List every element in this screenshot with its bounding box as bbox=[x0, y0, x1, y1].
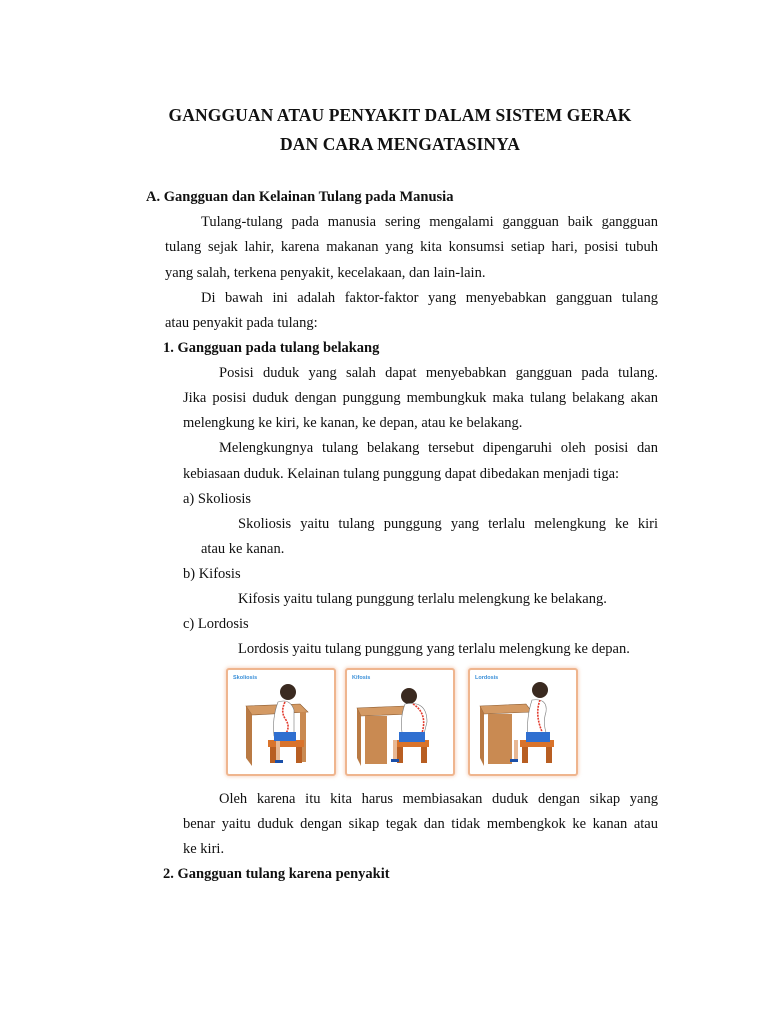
student-head bbox=[532, 682, 548, 698]
item1-para1-line1: Posisi duduk yang salah dapat menyebabkan gangguan pada tulang. bbox=[219, 365, 658, 381]
item1-heading: 1. Gangguan pada tulang belakang bbox=[163, 340, 380, 356]
desk-panel bbox=[488, 714, 512, 764]
stool-top bbox=[268, 740, 304, 747]
sub-b-label: b) Kifosis bbox=[183, 566, 241, 582]
desk-panel bbox=[365, 716, 387, 764]
posture-illustrations bbox=[0, 668, 768, 778]
stool-leg bbox=[522, 747, 528, 763]
item1-para2-line1: Melengkungnya tulang belakang tersebut dipengaruhi oleh posisi dan bbox=[219, 440, 658, 456]
item1-para3-line2: benar yaitu duduk dengan sikap tegak dan tidak membengkok ke kanan atau bbox=[183, 816, 658, 832]
item2-heading: 2. Gangguan tulang karena penyakit bbox=[163, 866, 390, 882]
student-shoe bbox=[510, 759, 518, 762]
item1-para2-line2: kebiasaan duduk. Kelainan tulang punggung dapat dibedakan menjadi tiga: bbox=[183, 466, 620, 482]
kyphosis-illustration bbox=[345, 668, 455, 776]
stool-leg bbox=[546, 747, 552, 763]
scoliosis-figure-label: Skoliosis bbox=[233, 675, 258, 681]
student-leg bbox=[276, 741, 280, 761]
sub-c-label: c) Lordosis bbox=[183, 616, 249, 632]
desk-side bbox=[246, 706, 252, 766]
stool-leg bbox=[421, 747, 427, 763]
student-shoe bbox=[391, 759, 399, 762]
section-a-para2-line1: Di bawah ini adalah faktor-faktor yang menyebabkan gangguan tulang bbox=[201, 290, 658, 306]
section-a-heading: A. Gangguan dan Kelainan Tulang pada Manusia bbox=[146, 189, 454, 205]
section-a-para1-line1: Tulang-tulang pada manusia sering mengalami gangguan baik gangguan bbox=[201, 214, 658, 230]
student-head bbox=[280, 684, 296, 700]
desk-top bbox=[480, 704, 532, 714]
stool-leg bbox=[296, 747, 302, 763]
document-title-line-1: GANGGUAN ATAU PENYAKIT DALAM SISTEM GERAK bbox=[168, 105, 632, 125]
scoliosis-illustration bbox=[226, 668, 336, 776]
sub-c-text: Lordosis yaitu tulang punggung yang terlalu melengkung ke depan. bbox=[238, 641, 630, 657]
desk-side bbox=[480, 706, 484, 766]
document-title-line-2: DAN CARA MENGATASINYA bbox=[280, 134, 520, 154]
student-shorts bbox=[526, 732, 550, 742]
student-leg bbox=[393, 740, 397, 760]
sub-b-text: Kifosis yaitu tulang punggung terlalu melengkung ke belakang. bbox=[238, 591, 607, 607]
sub-a-label: a) Skoliosis bbox=[183, 491, 252, 507]
student-shoe bbox=[275, 760, 283, 763]
student-shorts bbox=[274, 732, 296, 741]
lordosis-illustration bbox=[468, 668, 578, 776]
student-leg bbox=[514, 740, 518, 760]
item1-para3-line1: Oleh karena itu kita harus membiasakan duduk dengan sikap yang bbox=[219, 791, 658, 807]
kyphosis-figure-label: Kifosis bbox=[352, 675, 371, 681]
section-a-para1-line3: yang salah, terkena penyakit, kecelakaan, dan lain-lain. bbox=[165, 265, 486, 281]
sub-a-text-line1: Skoliosis yaitu tulang punggung yang terlalu melengkung ke kiri bbox=[238, 516, 658, 532]
student-shorts bbox=[399, 732, 425, 742]
lordosis-figure-label: Lordosis bbox=[475, 675, 499, 681]
section-a-para2-line2: atau penyakit pada tulang: bbox=[165, 315, 318, 331]
item1-para1-line3: melengkung ke kiri, ke kanan, ke depan, atau ke belakang. bbox=[183, 415, 523, 431]
item1-para3-line3: ke kiri. bbox=[183, 841, 225, 857]
desk-side bbox=[357, 708, 361, 766]
section-a-para1-line2: tulang sejak lahir, karena makanan yang kita konsumsi setiap hari, posisi tubuh bbox=[165, 239, 658, 255]
sub-a-text-line2: atau ke kanan. bbox=[201, 541, 285, 557]
item1-para1-line2: Jika posisi duduk dengan punggung membungkuk maka tulang belakang akan bbox=[183, 390, 658, 406]
student-head bbox=[401, 688, 417, 704]
